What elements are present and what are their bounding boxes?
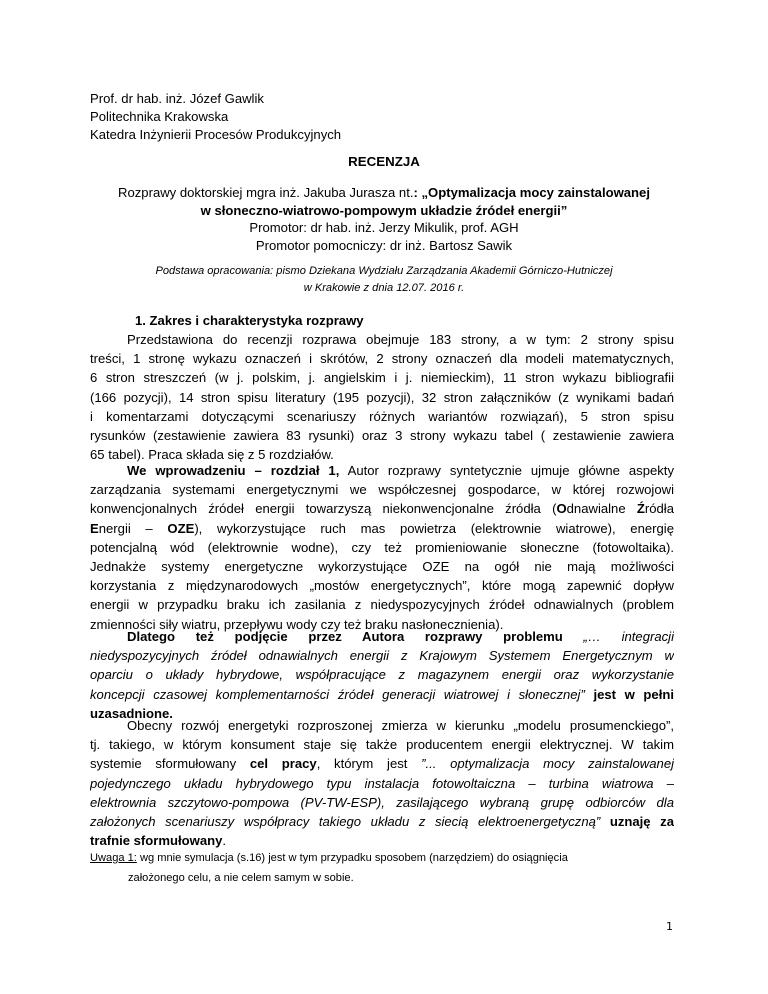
text-line — [90, 499, 674, 518]
text-fragment: wg mnie symulacja (s.16) jest w tym przypadku sposobem (narzędziem) do osiągnięcia — [136, 852, 568, 864]
text-fragment: „… integracji — [562, 629, 674, 644]
reviewer-university: Politechnika Krakowska — [90, 108, 229, 124]
subject-prefix: Rozprawy doktorskiej mgra inż. Jakuba Jurasza nt. — [118, 185, 414, 200]
remark-1 — [90, 848, 674, 888]
paragraph-goal — [90, 716, 674, 850]
text-fragment: konwencjonalnych źródeł energii towarzyszą niekonwencjonalne źródła ( — [90, 501, 557, 517]
subject-line-1 — [60, 184, 708, 202]
text-line: tj. takiego, w którym konsument staje się także producentem energii elektrycznej. W takim — [90, 737, 674, 753]
text-line: potencjalną wód (elektrownie wodne), czy też promieniowanie słoneczne (fotowoltaika). — [90, 539, 674, 555]
text-line: zarządzania systemami energetycznymi we współczesnej gospodarce, w której rozwojowi — [90, 482, 674, 498]
text-line — [90, 646, 674, 665]
subject-line-2 — [60, 202, 708, 220]
text-fragment: . — [222, 833, 227, 849]
text-fragment: , którym jest — [316, 756, 422, 772]
text-line — [90, 812, 674, 831]
text-line — [90, 774, 674, 793]
text-fragment: uznaję za — [600, 813, 674, 829]
text-fragment: jest w pełni — [584, 686, 674, 702]
reviewer-name: Prof. dr hab. inż. Józef Gawlik — [90, 91, 264, 106]
paragraph-introduction — [90, 461, 674, 634]
text-line: Przedstawiona do recenzji rozprawa obejmuje 183 strony, a w tym: 2 strony spisu — [127, 332, 674, 347]
text-line — [90, 848, 674, 868]
text-line: 6 stron streszczeń (w j. polskim, j. angielskim i j. niemieckim), 11 stron wykazu bibliografii — [90, 370, 674, 386]
text-line — [90, 627, 674, 646]
text-fragment: nergii – — [98, 520, 168, 536]
paragraph-scope — [90, 330, 674, 464]
thesis-title-part-1: : „Optymalizacja mocy zainstalowanej — [413, 185, 650, 200]
review-basis — [60, 263, 708, 296]
page-number: 1 — [666, 920, 673, 933]
chapter-1-label: We wprowadzeniu – rozdział 1, — [127, 463, 340, 478]
text-fragment: Autor rozprawy syntetycznie ujmuje główne aspekty — [339, 463, 674, 478]
text-fragment: dnawialne — [566, 501, 637, 517]
thesis-title-part-2: w słoneczno-wiatrowo-pompowym układzie źródeł energii” — [200, 202, 568, 218]
text-fragment: koncepcji czasowej komplementarności źródeł generacji wiatrowej i słonecznej” — [90, 686, 585, 702]
text-fragment: pojedynczego układu hybrydowego typu instalacja fotowoltaiczna – turbina wiatrowa – — [90, 775, 674, 791]
co-promotor: Promotor pomocniczy: dr inż. Bartosz Sawik — [255, 237, 513, 253]
text-line — [90, 519, 674, 538]
text-fragment: uzasadnione. — [90, 705, 173, 721]
text-fragment: O — [556, 501, 567, 517]
section-1-title: 1. Zakres i charakterystyka rozprawy — [135, 313, 364, 328]
text-fragment: elektrownia szczytowo-pompowa (PV-TW-ESP), zasilającego wybraną grupę odbiorców dla — [90, 794, 674, 810]
document-title: RECENZJA — [348, 154, 420, 169]
basis-line-1: Podstawa opracowania: pismo Dziekana Wydziału Zarządzania Akademii Górniczo-Hutniczej — [155, 265, 613, 277]
text-fragment: Ź — [636, 501, 645, 517]
text-line: energii w przypadku braku ich zasilania z niedyspozycyjnych źródeł odnawialnych (problem — [90, 597, 674, 613]
text-line: zmienności siły wiatru, przepływu wody czy też braku nasłonecznienia). — [90, 616, 504, 632]
text-line: 65 tabel). Praca składa się z 5 rozdziałów. — [90, 447, 334, 463]
text-line — [90, 685, 674, 704]
goal-label: cel pracy — [249, 756, 317, 772]
text-fragment: systemie sformułowany — [90, 756, 250, 772]
text-fragment: założonych scenariuszy współpracy takiego układu z siecią elektroenergetyczną” — [90, 813, 601, 829]
text-fragment: Dlatego też podjęcie przez Autora rozprawy problemu — [127, 629, 563, 644]
text-fragment: E — [90, 520, 99, 536]
text-line: założonego celu, a nie celem samym w sobie. — [128, 872, 354, 884]
oze-acronym: OZE — [167, 520, 195, 536]
text-line: Jednakże systemy energetyczne wykorzystujące OZE na ogół nie mają możliwości — [90, 558, 674, 574]
text-fragment: ”... optymalizacja mocy zainstalowanej — [421, 756, 674, 772]
text-fragment: trafnie sformułowany — [90, 833, 223, 849]
reviewer-header — [90, 90, 341, 143]
paragraph-problem — [90, 627, 674, 723]
text-fragment: oparciu o układy hybrydowe, współpracujące z magazynem energii oraz wykorzystanie — [90, 667, 674, 683]
text-line: Obecny rozwój energetyki rozproszonej zmierza w kierunku „modelu prosumenckiego”, — [127, 718, 674, 733]
text-line — [90, 461, 674, 480]
reviewer-department: Katedra Inżynierii Procesów Produkcyjnych — [90, 126, 342, 142]
review-subject — [60, 184, 708, 254]
text-line — [90, 754, 674, 773]
text-line: i komentarzami dotyczącymi scenariuszy różnych wariantów rozwiązań), 5 stron spisu — [90, 408, 674, 424]
text-line — [90, 793, 674, 812]
remark-label: Uwaga 1: — [90, 852, 137, 864]
text-fragment: ), wykorzystujące ruch mas powietrza (elektrownie wiatrowe), energię — [194, 520, 674, 536]
text-line: rysunków (zestawienie zawiera 83 rysunki) oraz 3 strony wykazu tabel ( zestawienie zawiera — [90, 427, 674, 443]
basis-line-2: w Krakowie z dnia 12.07. 2016 r. — [303, 281, 465, 294]
text-line: (166 pozycji), 14 stron spisu literatury (195 pozycji), 32 stron załączników (z wynikami badań — [90, 389, 674, 405]
text-line — [90, 665, 674, 684]
text-fragment: niedyspozycyjnych źródeł odnawialnych energii z Krajowym Systemem Energetycznym w — [90, 648, 674, 664]
text-fragment: ródła — [644, 501, 674, 517]
promotor: Promotor: dr hab. inż. Jerzy Mikulik, prof. AGH — [249, 220, 519, 235]
text-line: treści, 1 stronę wykazu oznaczeń i skrótów, 2 strony oznaczeń dla modeli matematycznych, — [90, 351, 674, 367]
text-line: korzystania z międzynarodowych „mostów energetycznych”, które mogą zapewnić dopływ — [90, 578, 674, 594]
